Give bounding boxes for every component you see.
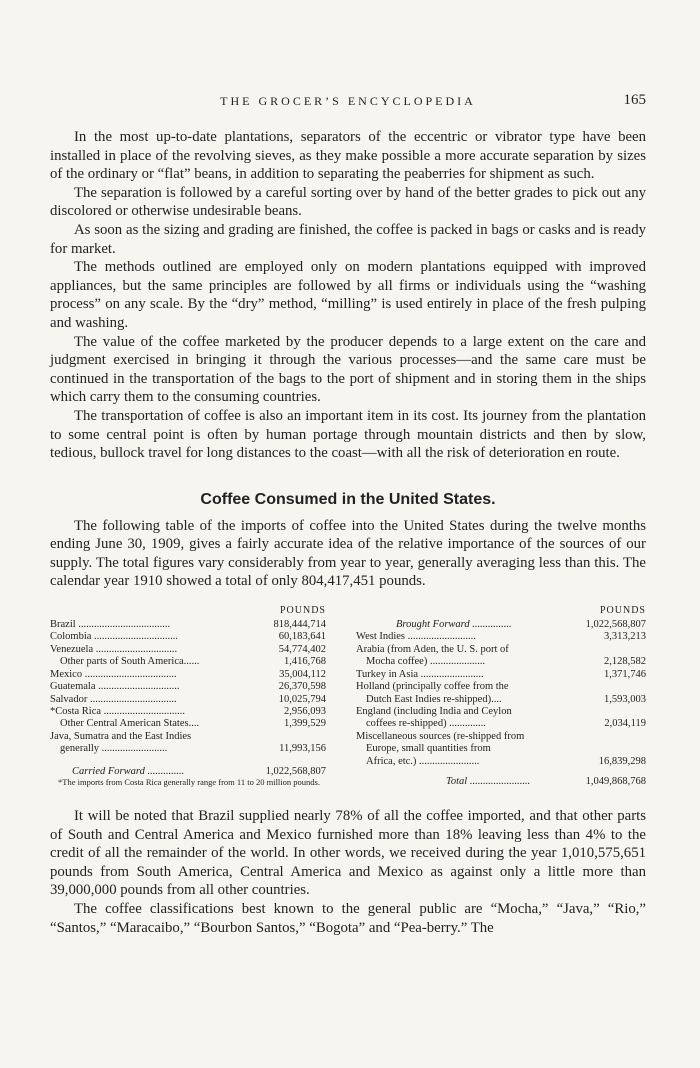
table-row: [356, 631, 646, 643]
row-value: 35,004,112: [279, 668, 326, 680]
row-value: [642, 743, 646, 755]
table-footnote: *The imports from Costa Rica generally range from 11 to 20 million pounds.: [58, 777, 320, 788]
table-intro-text: [50, 517, 646, 591]
table-row: [50, 743, 326, 755]
paragraph: The methods outlined are employed only on modern plantations equipped with improved appliances, but the same principles are followed by all firms or individuals using the “washing process” on any scale. By the “dry” method, “milling” is used entirely in place of the fresh pulping and washing.: [50, 259, 646, 331]
table-row: [356, 743, 646, 755]
row-label: Total .......................: [446, 775, 531, 787]
row-label: Other parts of South America......: [60, 656, 200, 668]
table-row: [356, 681, 646, 693]
row-label: Java, Sumatra and the East Indies: [50, 730, 192, 742]
row-label: Europe, small quantities from: [366, 743, 491, 755]
table-row: [356, 756, 646, 768]
row-value: 10,025,794: [278, 693, 326, 705]
table-row: [50, 631, 326, 643]
row-value: [642, 681, 646, 693]
row-value: 1,022,568,807: [585, 619, 646, 631]
paragraph: In the most up-to-date plantations, separators of the eccentric or vibrator type have been installed in place of the revolving sieves, as they make possible a more accurate separation by sizes of the ordinary or “flat” beans, in addition to separating the peaberries for shipment as such.: [50, 129, 646, 183]
table-row: [50, 731, 326, 743]
row-label: Salvador .................................: [50, 693, 177, 705]
row-label: Holland (principally coffee from the: [356, 681, 509, 693]
book-page: [50, 94, 646, 937]
table-row: [356, 694, 646, 706]
table-right-column: [356, 605, 646, 788]
row-label: Other Central American States....: [60, 718, 200, 730]
carried-forward-row: [50, 766, 326, 778]
table-row: [50, 644, 326, 656]
running-title: THE GROCER’S ENCYCLOPEDIA: [220, 94, 476, 108]
row-value: [322, 731, 326, 743]
row-label: England (including India and Ceylon: [356, 705, 512, 717]
table-row: [356, 706, 646, 718]
table-row: [356, 644, 646, 656]
row-label: Mocha coffee) .....................: [366, 656, 486, 668]
row-value: 2,956,093: [284, 705, 326, 717]
right-rows: [356, 619, 646, 768]
table-row: [50, 718, 326, 730]
row-label: Colombia ................................: [50, 631, 179, 643]
paragraph: The value of the coffee marketed by the producer depends to a large extent on the care and judgment exercised in bringing it through the various processes—and the same care must be continued in the transportation of the bags to the port of shipment and in storing them in the ships which carry them to the consuming countries.: [50, 333, 646, 406]
row-value: 818,444,714: [273, 619, 326, 631]
table-row: [50, 669, 326, 681]
row-value: 11,993,156: [279, 743, 326, 755]
row-value: [642, 706, 646, 718]
table-row: [50, 706, 326, 718]
row-value: 2,128,582: [604, 656, 646, 668]
unit-label: POUNDS: [279, 605, 326, 617]
total-row: [356, 776, 646, 788]
table-row: [356, 718, 646, 730]
paragraph: The following table of the imports of coffee into the United States during the twelve months ending June 30, 1909, gives a fairly accurate idea of the relative importance of the sources of our supply. The total figures vary considerably from year to year, generally averaging less than this. The calendar year 1910 showed a total of only 804,417,451 pounds.: [50, 517, 646, 590]
page-number: 165: [623, 92, 646, 108]
page-header: [50, 94, 646, 114]
row-label: Brought Forward ...............: [396, 619, 512, 631]
row-label: Africa, etc.) .......................: [366, 755, 480, 767]
row-label: West Indies ..........................: [356, 631, 476, 643]
row-label: Mexico ...................................: [50, 668, 177, 680]
row-value: 2,034,119: [604, 718, 646, 730]
table-row: [50, 656, 326, 668]
row-value: 1,416,768: [284, 656, 326, 668]
paragraph: The transportation of coffee is also an important item in its cost. Its journey from the plantation to some central point is often by human portage through mountain districts and then by slow, tedious, bullock travel for long distances to the coast—with all the risk of deterioration en route.: [50, 407, 646, 462]
table-row: [50, 619, 326, 631]
row-value: [642, 731, 646, 743]
paragraph: The coffee classifications best known to the general public are “Mocha,” “Java,” “Rio,” “Santos,” “Maracaibo,” “Bourbon Santos,” “Bogota” and “Pea-berry.” The: [50, 901, 646, 936]
table-row: [356, 731, 646, 743]
row-label: coffees re-shipped) ..............: [366, 718, 486, 730]
row-label: Carried Forward ..............: [72, 765, 185, 777]
table-row: [356, 656, 646, 668]
intro-text: [50, 128, 646, 463]
row-label: Dutch East Indies re-shipped)....: [366, 693, 502, 705]
row-label: Turkey in Asia ........................: [356, 668, 484, 680]
row-value: 60,183,641: [278, 631, 326, 643]
unit-label: POUNDS: [599, 605, 646, 617]
row-label: Venezuela ...............................: [50, 643, 178, 655]
table-left-column: [50, 605, 326, 778]
row-value: 3,313,213: [604, 631, 646, 643]
row-label: *Costa Rica ...............................: [50, 705, 186, 717]
section-heading: Coffee Consumed in the United States.: [200, 490, 496, 508]
row-value: 1,399,529: [284, 718, 326, 730]
left-rows: [50, 619, 326, 755]
row-label: generally .........................: [60, 743, 168, 755]
row-label: Arabia (from Aden, the U. S. port of: [356, 643, 509, 655]
table-row: [356, 669, 646, 681]
paragraph: The separation is followed by a careful sorting over by hand of the better grades to pick out any discolored or otherwise undesirable beans.: [50, 184, 646, 220]
row-value: 1,371,746: [604, 668, 646, 680]
row-value: 1,593,003: [604, 693, 646, 705]
row-value: 16,839,298: [598, 755, 646, 767]
table-row: [50, 681, 326, 693]
row-value: 1,022,568,807: [265, 765, 326, 777]
row-label: Brazil ...................................: [50, 619, 171, 631]
row-label: Miscellaneous sources (re-shipped from: [356, 730, 525, 742]
row-value: 54,774,402: [278, 643, 326, 655]
paragraph: It will be noted that Brazil supplied nearly 78% of all the coffee imported, and that other parts of South and Central America and Mexico furnished more than 18% leaving less than 4% to the credit of all the remainder of the world. In other words, we received during the year 1,010,575,651 pounds from South America, Central America and Mexico as against only a little more than 39,000,000 pounds from all other countries.: [50, 808, 646, 899]
paragraph: As soon as the sizing and grading are finished, the coffee is packed in bags or casks and is ready for market.: [50, 221, 646, 257]
row-label: Guatemala ...............................: [50, 681, 180, 693]
table-row: [356, 619, 646, 631]
closing-text: [50, 807, 646, 937]
row-value: 26,370,598: [278, 681, 326, 693]
row-value: 1,049,868,768: [585, 775, 646, 787]
row-value: [642, 644, 646, 656]
table-row: [50, 694, 326, 706]
